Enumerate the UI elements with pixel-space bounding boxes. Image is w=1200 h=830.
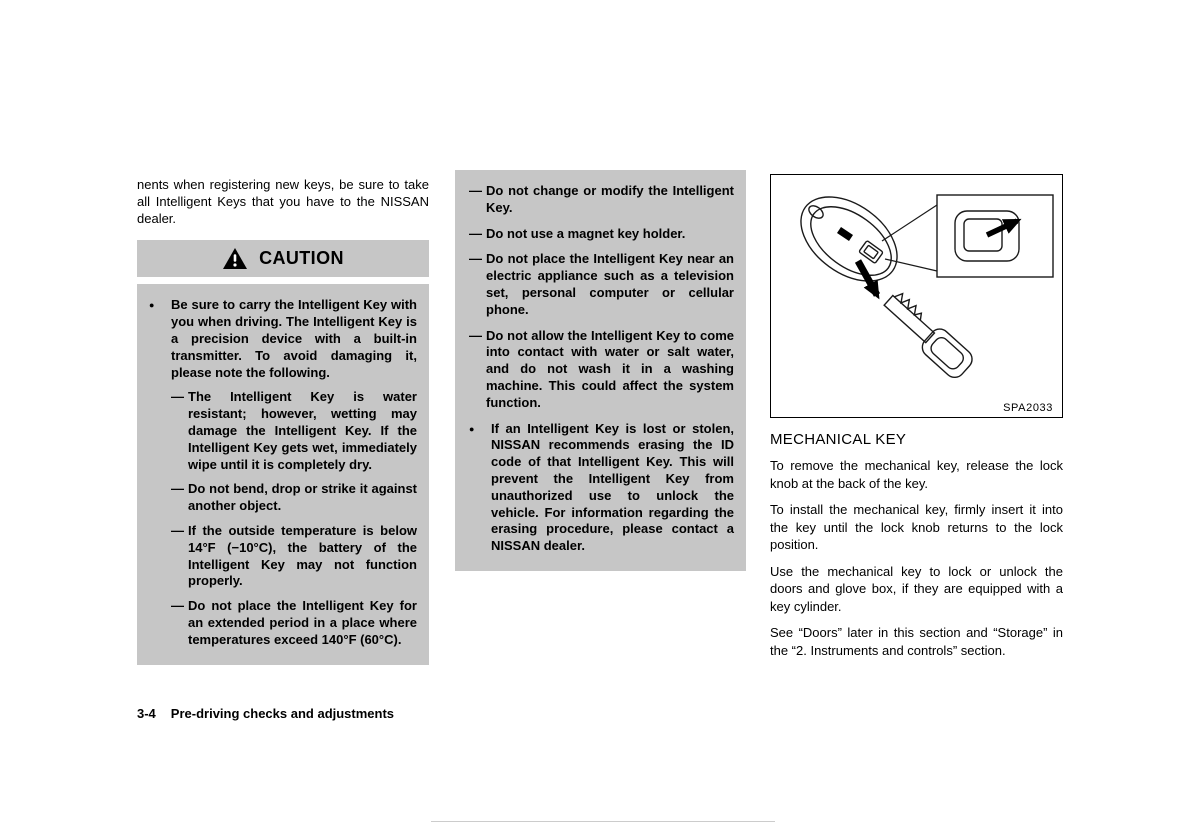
key-illustration (771, 175, 1062, 417)
dash-marker: — (171, 522, 184, 538)
warning-triangle-icon (222, 247, 248, 270)
caution-sub-item (171, 523, 417, 590)
dash-marker: — (469, 327, 482, 343)
body-paragraph: See “Doors” later in this section and “Storage” in the “2. Instruments and controls” section. (770, 625, 1063, 658)
key-figure (770, 174, 1063, 418)
figure-code-label: SPA2033 (1003, 402, 1053, 414)
fob-release-mark (837, 227, 853, 241)
body-paragraph: To remove the mechanical key, release the lock knob at the back of the key. (770, 458, 1063, 491)
dash-marker: — (171, 389, 184, 405)
key-removal-arrow (858, 261, 877, 295)
dash-marker: — (171, 481, 184, 497)
caution-item (149, 297, 417, 381)
lock-knob-inset (937, 195, 1053, 277)
caution-box (137, 240, 429, 664)
caution-item-text: If an Intelligent Key is lost or stolen, NISSAN recommends erasing the ID code of that Intelligent Key. This will prevent the Intelligent Key from unauthorized use to unlock the vehicle. For information regarding the erasing procedure, please contact a NISSAN dealer. (491, 420, 734, 554)
caution-sub-item-text: Do not bend, drop or strike it against another object. (188, 481, 417, 514)
intro-text: nents when registering new keys, be sure to take all Intelligent Keys that you have to the NISSAN dealer. (137, 177, 429, 226)
callout-lines (882, 205, 937, 271)
caution-sub-item-text: Do not change or modify the Intelligent Key. (486, 183, 734, 215)
page-number: 3-4 (137, 706, 156, 721)
dash-marker: — (469, 251, 482, 267)
middle-column-caution-continued (455, 170, 746, 571)
caution-sub-item-text: The Intelligent Key is water resistant; however, wetting may damage the Intelligent Key. If the Intelligent Key gets wet, immediately wipe until it is completely dry. (188, 389, 417, 472)
bullet-marker: ● (469, 423, 475, 434)
caution-item-text: Be sure to carry the Intelligent Key with you when driving. The Intelligent Key is a precision device with a built-in transmitter. To avoid damaging it, please note the following. (171, 297, 417, 380)
body-paragraph: Use the mechanical key to lock or unlock the doors and glove box, if they are equipped with a key cylinder. (770, 563, 1063, 614)
section-heading-mechanical-key: MECHANICAL KEY (770, 431, 907, 448)
body-paragraph: To install the mechanical key, firmly insert it into the key until the lock knob returns to the lock position. (770, 502, 1063, 552)
caution-sub-item-text: If the outside temperature is below 14°F (−10°C), the battery of the Intelligent Key may not function properly. (188, 522, 417, 589)
caution-sub-item-text: Do not place the Intelligent Key near an electric appliance such as a television set, personal computer or cellular phone. (486, 251, 734, 317)
dash-marker: — (469, 225, 482, 241)
caution-title: CAUTION (259, 248, 344, 269)
scan-artifact-line (431, 821, 775, 822)
caution-sub-item (469, 226, 734, 243)
mechanical-key-drawing (878, 289, 976, 382)
footer-section-title: Pre-driving checks and adjustments (170, 706, 395, 721)
caution-sub-item-text: Do not place the Intelligent Key for an extended period in a place where temperatures exceed 140°F (60°C). (188, 598, 417, 647)
caution-sub-item (171, 389, 417, 473)
caution-header (137, 240, 429, 277)
caution-sub-list (171, 389, 417, 648)
caution-body (137, 284, 429, 664)
caution-sub-item (469, 328, 734, 412)
dash-marker: — (469, 183, 482, 198)
right-column (770, 174, 1063, 659)
dash-marker: — (171, 598, 184, 614)
caution-sub-item (469, 183, 734, 217)
left-column (137, 177, 429, 665)
caution-sub-item (171, 481, 417, 515)
bullet-marker: ● (149, 300, 155, 311)
caution-sub-item-text: Do not allow the Intelligent Key to come into contact with water or salt water, and do not wash it in a washing machine. This could affect the system function. (486, 327, 734, 410)
caution-sub-item (171, 598, 417, 648)
page-footer (137, 706, 394, 721)
caution-item (469, 421, 734, 555)
caution-sub-item-text: Do not use a magnet key holder. (486, 225, 686, 241)
caution-sub-item (469, 251, 734, 318)
